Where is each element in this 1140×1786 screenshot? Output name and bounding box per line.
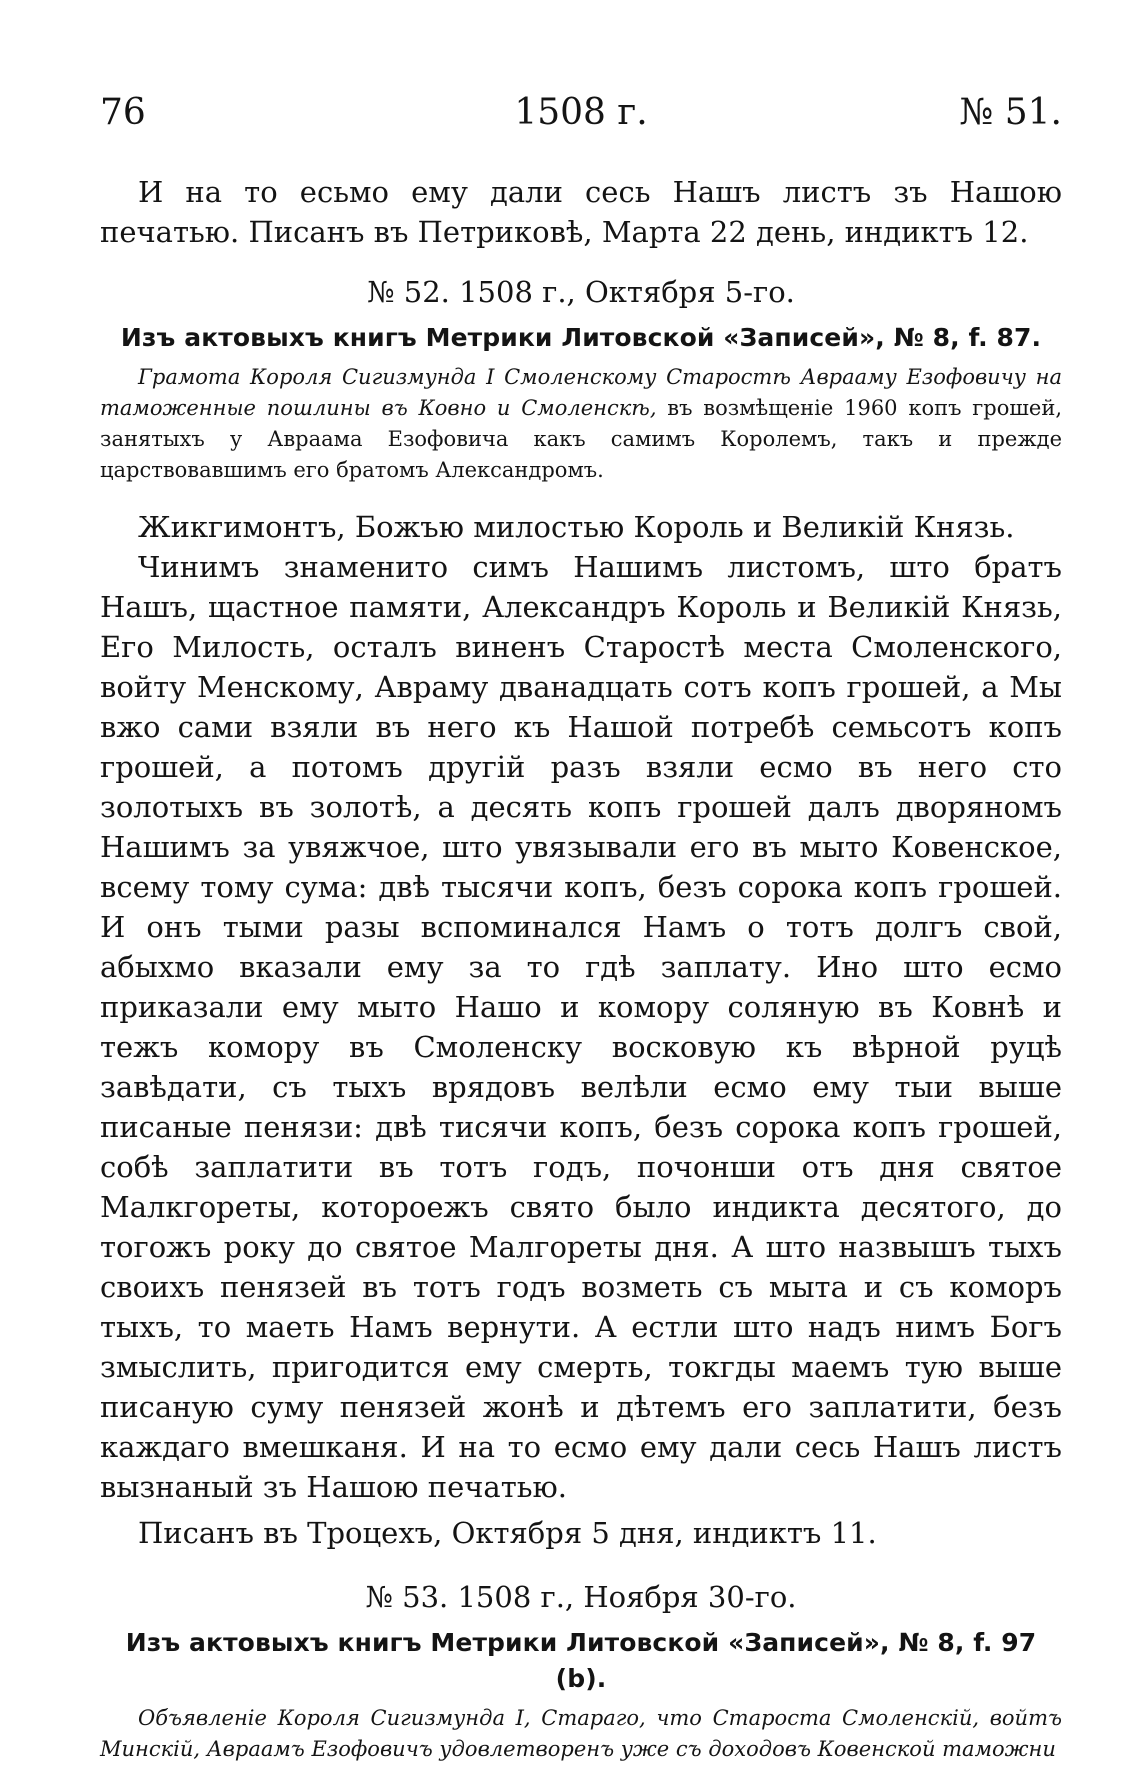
page-number: 76	[100, 92, 146, 133]
page-content	[100, 172, 1062, 1786]
doc-52-regest-italic: Грамота Короля Сигизмунда I Смоленскому Старостѣ Аврааму Езофовичу на таможенные пошлины въ Ковно и Смоленскѣ,	[100, 365, 1062, 420]
doc-53-source: Изъ актовыхъ книгъ Метрики Литовской «Записей», № 8, f. 97 (b).	[125, 1628, 1037, 1693]
previous-document-ending: И на то есьмо ему дали сесь Нашъ листъ зъ Нашою печатью. Писанъ въ Петриковѣ, Марта 22 день, индиктъ 12.	[100, 175, 1062, 249]
doc-52-body: Чинимъ знаменито симъ Нашимъ листомъ, што братъ Нашъ, щастное памяти, Александръ Король и Великій Князь, Его Милость, осталъ виненъ Старостѣ места Смоленского, войту Менскому, Авраму дванадцать сотъ копъ грошей, а Мы вжо сами взяли въ него къ Нашой потребѣ семьсотъ копъ грошей, а потомъ другій разъ взяли есмо въ него сто золотыхъ въ золотѣ, а десять копъ грошей далъ дворяномъ Нашимъ за увяжчое, што увязывали его въ мыто Ковенское, всему тому сума: двѣ тысячи копъ, безъ сорока копъ грошей. И онъ тыми разы вспоминался Намъ о тотъ долгъ свой, абыхмо вказали ему за то гдѣ заплату. Ино што есмо приказали ему мыто Нашо и комору соляную въ Ковнѣ и тежъ комору въ Смоленску восковую къ вѣрной руцѣ завѣдати, съ тыхъ врядовъ велѣли есмо ему тыи выше писаные пенязи: двѣ тисячи копъ, безъ сорока копъ грошей, собѣ заплатити въ тотъ годъ, почонши отъ дня святое Малкгореты, котороежъ свято было индикта десятого, до тогожъ року до святое Малгореты дня. А што назвышъ тыхъ своихъ пенязей въ тотъ годъ возметь съ мыта и съ коморъ тыхъ, то маеть Намъ вернути. А естли што надъ нимъ Богъ змыслить, пригодится ему смерть, токгды маемъ тую выше писаную суму пенязей жонѣ и дѣтемъ его заплатити, безъ каждаго вмешканя. И на то есмо ему дали сесь Нашъ листъ вызнаный зъ Нашою печатью.	[100, 550, 1062, 1504]
doc-52-salutation: Жикгимонтъ, Божъю милостью Король и Великій Князь.	[138, 510, 1015, 544]
running-doc-number: № 51.	[959, 92, 1062, 133]
page-header	[100, 92, 1062, 138]
doc-53-regest-italic: Объявленіе Короля Сигизмунда I, Стараго, что Староста Смоленскій, войтъ Минскій, Авраамъ Езофовичъ удовлетворенъ уже съ доходовъ Ковенской таможни	[100, 1706, 1062, 1761]
doc-52-title: № 52. 1508 г., Октября 5-го.	[367, 275, 795, 309]
doc-52-regest-plain: въ возмѣщеніе 1960 копъ грошей, занятыхъ у Авраама Езофовича какъ самимъ Королемъ, такъ и прежде царствовавшимъ его братомъ Александромъ.	[100, 396, 1062, 482]
doc-52-regest	[100, 362, 1062, 486]
doc-52-closing: Писанъ въ Троцехъ, Октября 5 дня, индиктъ 11.	[138, 1516, 877, 1550]
doc-52-source: Изъ актовыхъ книгъ Метрики Литовской «Записей», № 8, f. 87.	[120, 323, 1042, 352]
doc-53-regest	[100, 1703, 1062, 1765]
running-year: 1508 г.	[514, 92, 648, 133]
doc-53-title: № 53. 1508 г., Ноября 30-го.	[365, 1580, 797, 1614]
